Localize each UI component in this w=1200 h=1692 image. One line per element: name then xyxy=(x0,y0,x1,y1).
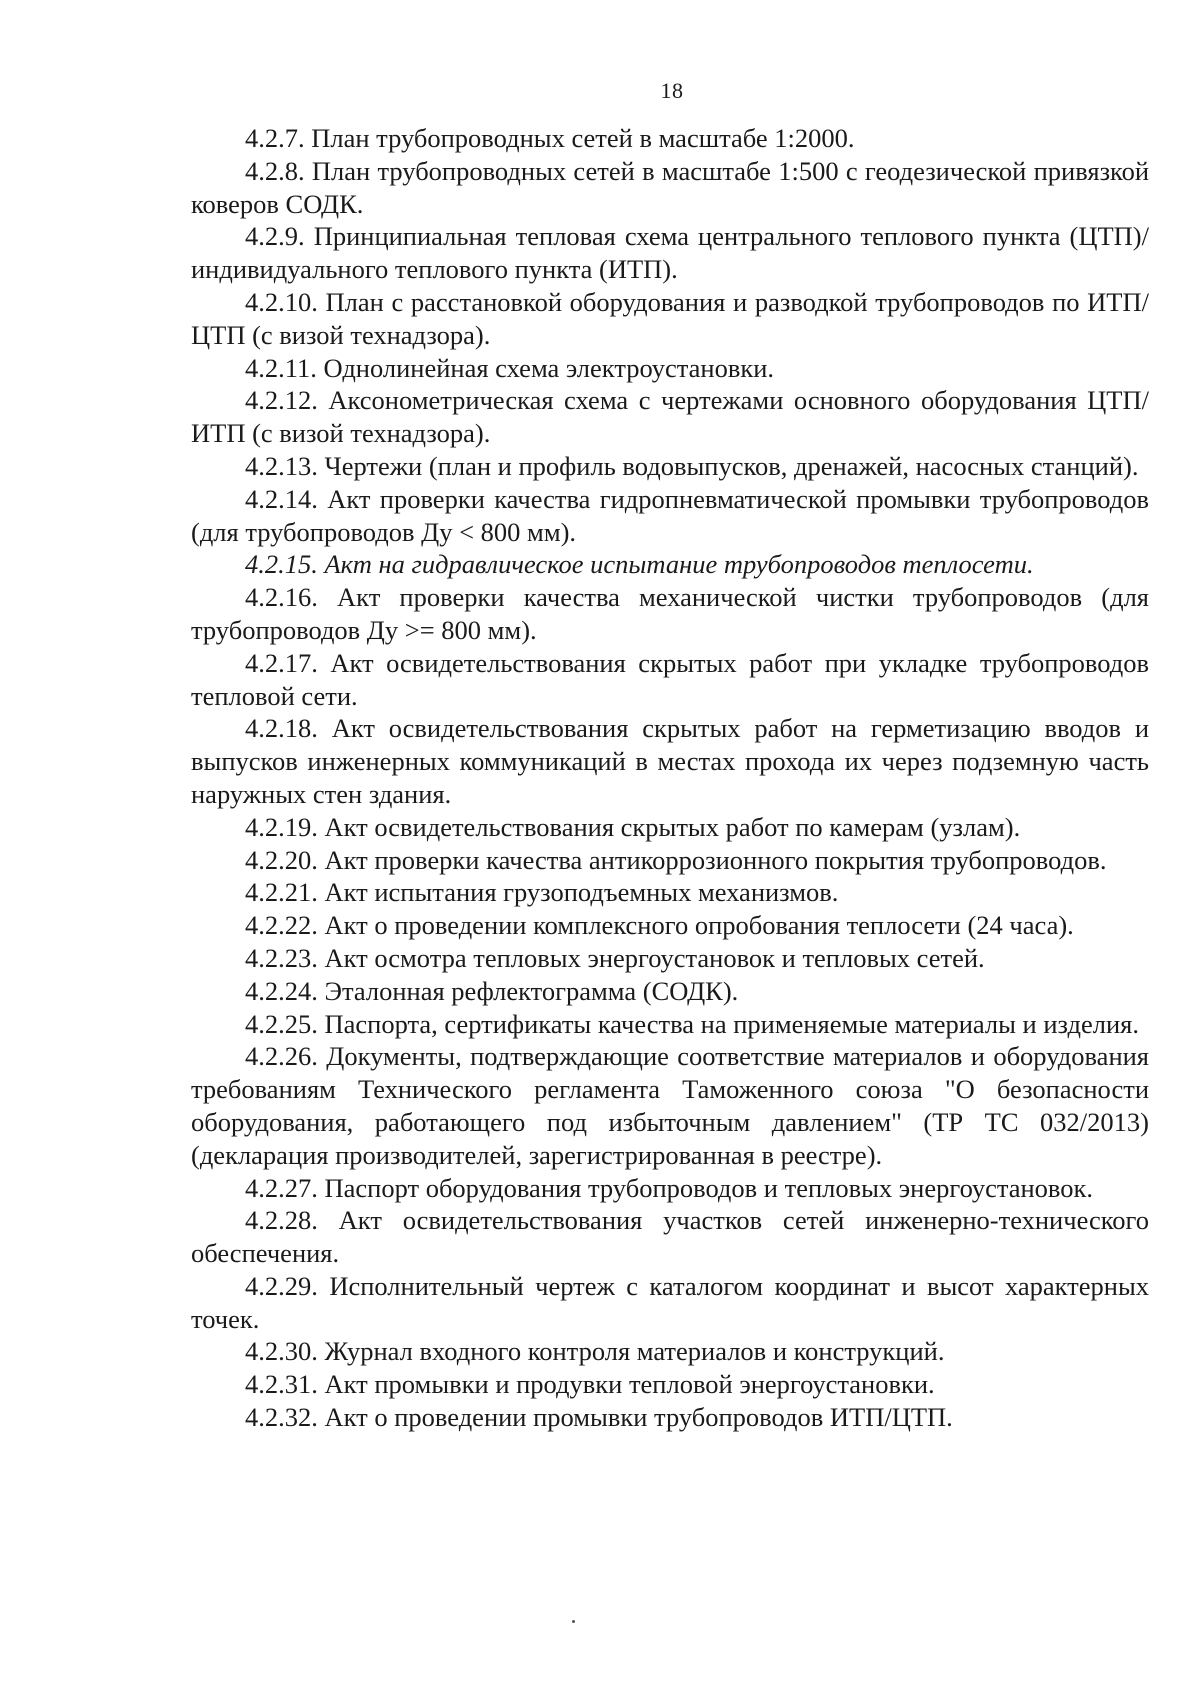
list-item xyxy=(191,1008,1149,1041)
item-text: Акт испытания грузоподъемных механизмов. xyxy=(324,877,839,908)
item-text: Акт осмотра тепловых энергоустановок и тепловых сетей. xyxy=(324,942,985,973)
item-text: Чертежи (план и профиль водовыпусков, дренажей, насосных станций). xyxy=(324,450,1139,481)
item-number: 4.2.15. xyxy=(245,549,318,580)
list-item xyxy=(191,811,1149,844)
list-item xyxy=(191,483,1149,549)
item-text: Принципиальная тепловая схема центрального теплового пункта (ЦТП)/индивидуального теплового пункта (ИТП). xyxy=(191,221,1149,285)
item-number: 4.2.10. xyxy=(245,286,318,317)
item-text: План трубопроводных сетей в масштабе 1:2000. xyxy=(311,123,855,153)
item-text: Паспорт оборудования трубопроводов и тепловых энергоустановок. xyxy=(324,1172,1094,1203)
list-item xyxy=(191,1368,1149,1401)
list-item xyxy=(191,384,1149,450)
item-text: Паспорта, сертификаты качества на применяемые материалы и изделия. xyxy=(324,1008,1139,1039)
item-number: 4.2.30. xyxy=(245,1336,318,1367)
item-number: 4.2.25. xyxy=(245,1008,318,1039)
item-number: 4.2.17. xyxy=(245,647,318,678)
list-item xyxy=(191,450,1149,483)
item-number: 4.2.28. xyxy=(245,1205,318,1236)
item-text: План с расстановкой оборудования и разводкой трубопроводов по ИТП/ЦТП (с визой технадзора). xyxy=(191,286,1149,350)
item-number: 4.2.20. xyxy=(245,844,318,875)
list-item xyxy=(191,581,1149,647)
item-text: Эталонная рефлектограмма (СОДК). xyxy=(324,975,739,1006)
item-number: 4.2.23. xyxy=(245,942,318,973)
item-number: 4.2.8. xyxy=(245,155,305,186)
list-item xyxy=(191,1172,1149,1205)
item-number: 4.2.32. xyxy=(245,1402,318,1433)
list-item xyxy=(191,286,1149,352)
list-item xyxy=(191,1204,1149,1270)
list-item xyxy=(191,122,1149,155)
document-body xyxy=(191,122,1149,1434)
list-item xyxy=(191,942,1149,975)
item-number: 4.2.14. xyxy=(245,483,318,514)
item-number: 4.2.29. xyxy=(245,1270,318,1301)
list-item xyxy=(191,975,1149,1008)
scan-artifact-dot xyxy=(572,1620,575,1623)
list-item xyxy=(191,352,1149,385)
list-item xyxy=(191,220,1149,286)
list-item xyxy=(191,1335,1149,1368)
item-text: Акт проверки качества гидропневматической промывки трубопроводов (для трубопроводов Ду < 800 мм). xyxy=(191,483,1149,547)
item-number: 4.2.31. xyxy=(245,1369,318,1400)
list-item xyxy=(191,876,1149,909)
item-number: 4.2.27. xyxy=(245,1172,318,1203)
item-number: 4.2.7. xyxy=(245,123,305,153)
item-text: План трубопроводных сетей в масштабе 1:500 с геодезической привязкой коверов СОДК. xyxy=(191,155,1150,219)
page-number: 18 xyxy=(660,78,684,103)
list-item xyxy=(191,155,1149,221)
item-text: Акт освидетельствования скрытых работ на герметизацию вводов и выпусков инженерных коммуникаций в местах прохода их через подземную часть наружных стен здания. xyxy=(191,713,1150,809)
item-number: 4.2.13. xyxy=(245,450,318,481)
item-number: 4.2.21. xyxy=(245,877,318,908)
item-text: Акт проверки качества антикоррозионного покрытия трубопроводов. xyxy=(324,844,1107,875)
list-item xyxy=(191,844,1149,877)
list-item xyxy=(191,1040,1149,1171)
item-text: Акт освидетельствования скрытых работ при укладке трубопроводов тепловой сети. xyxy=(191,647,1149,711)
item-number: 4.2.16. xyxy=(245,582,318,613)
list-item xyxy=(191,909,1149,942)
item-text: Документы, подтверждающие соответствие материалов и оборудования требованиям Технического регламента Таможенного союза "О безопасности оборудования, работающего под избыточным давлением" (ТР ТС 032/2013) (декларация производителей, зарегистрированная в реестре). xyxy=(191,1041,1149,1170)
item-text: Акт проверки качества механической чистки трубопроводов (для трубопроводов Ду >= 800 мм). xyxy=(191,582,1149,645)
item-text: Акт освидетельствования скрытых работ по камерам (узлам). xyxy=(324,811,1021,842)
item-text: Однолинейная схема электроустановки. xyxy=(323,352,775,383)
item-text: Журнал входного контроля материалов и конструкций. xyxy=(324,1336,945,1367)
item-text: Акт о проведении промывки трубопроводов ИТП/ЦТП. xyxy=(324,1402,953,1433)
item-text: Аксонометрическая схема с чертежами основного оборудования ЦТП/ИТП (с визой технадзора). xyxy=(191,385,1149,449)
item-number: 4.2.9. xyxy=(245,221,305,252)
list-item xyxy=(191,1401,1149,1434)
item-number: 4.2.24. xyxy=(245,975,318,1006)
item-number: 4.2.26. xyxy=(245,1041,318,1072)
list-item xyxy=(191,647,1149,713)
list-item xyxy=(191,548,1149,581)
item-number: 4.2.18. xyxy=(245,713,318,744)
list-item xyxy=(191,1270,1149,1336)
item-text: Акт освидетельствования участков сетей инженерно-технического обеспечения. xyxy=(191,1205,1149,1269)
item-text: Акт о проведении комплексного опробования теплосети (24 часа). xyxy=(324,910,1074,941)
item-number: 4.2.12. xyxy=(245,385,318,416)
item-number: 4.2.22. xyxy=(245,910,318,941)
item-number: 4.2.11. xyxy=(245,352,317,383)
item-text: Акт на гидравлическое испытание трубопроводов теплосети. xyxy=(324,549,1034,580)
item-text: Акт промывки и продувки тепловой энергоустановки. xyxy=(324,1369,935,1400)
item-text: Исполнительный чертеж с каталогом координат и высот характерных точек. xyxy=(191,1270,1149,1334)
item-number: 4.2.19. xyxy=(245,811,318,842)
list-item xyxy=(191,712,1149,810)
